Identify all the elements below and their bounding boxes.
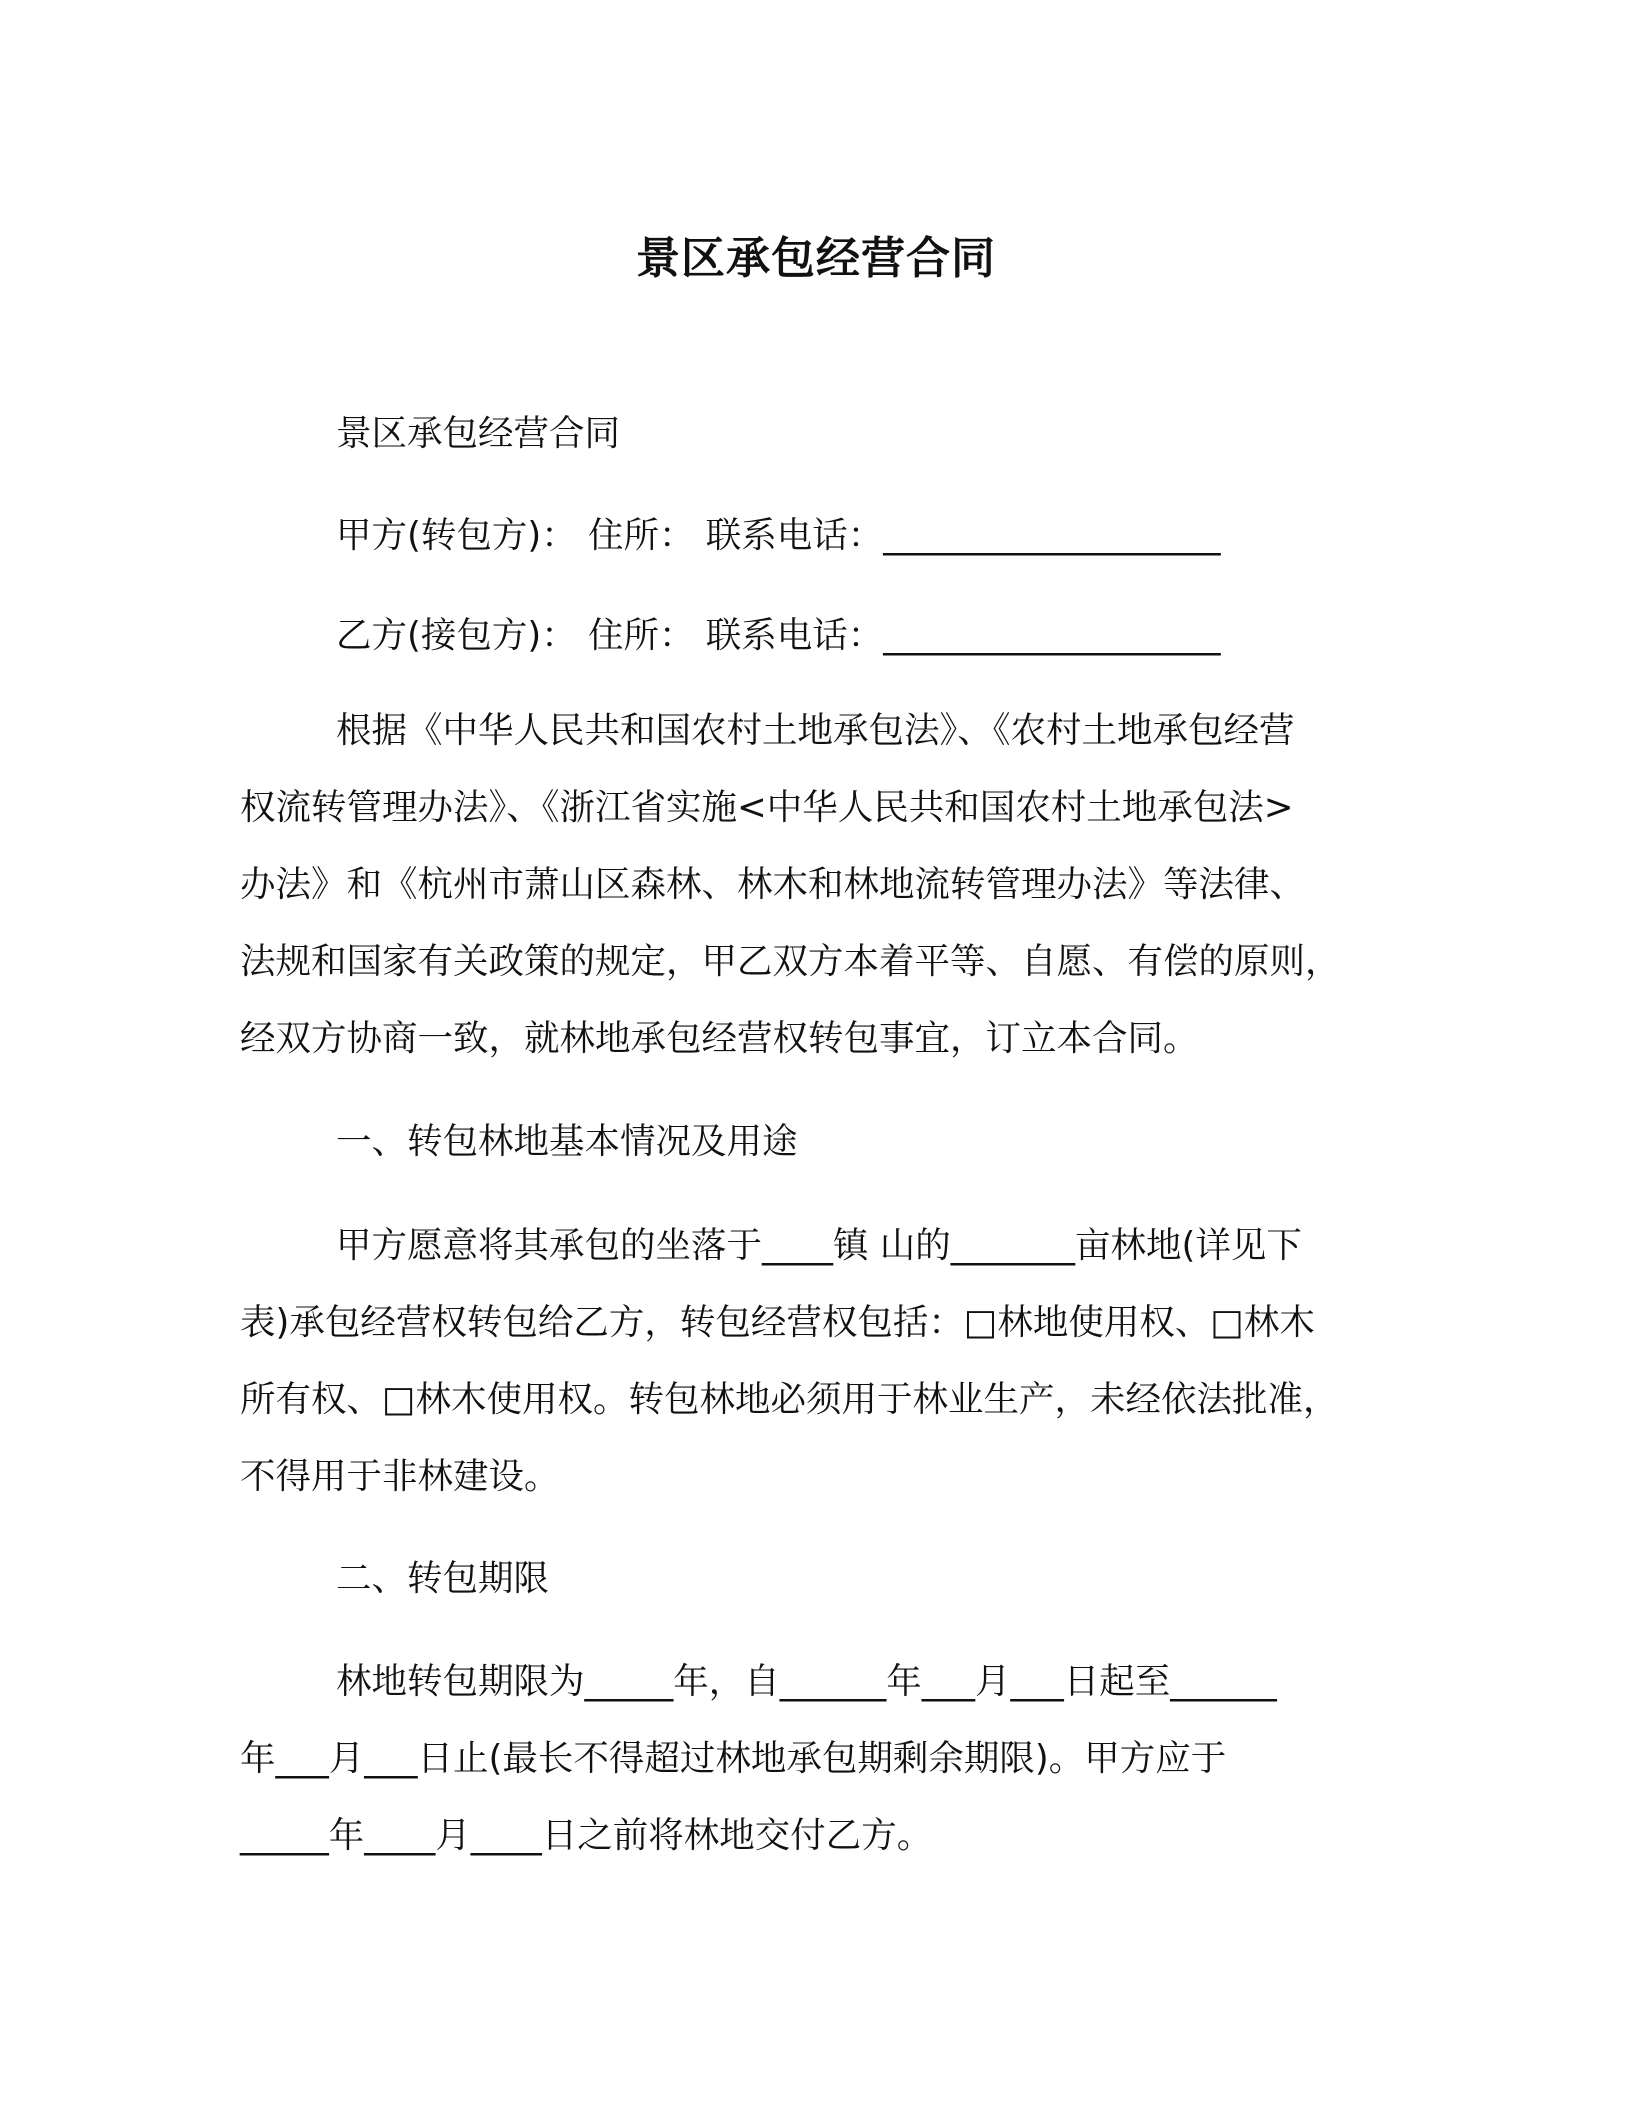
text-line: 二、转包期限 <box>336 1558 550 1599</box>
text-line: _____年____月____日之前将林地交付乙方。 <box>240 1815 933 1856</box>
section-heading-2 <box>240 1540 1388 1617</box>
text-line: 甲方愿意将其承包的坐落于____镇 山的_______亩林地(详见下 <box>336 1225 1302 1266</box>
paragraph-section-2 <box>240 1643 1388 1874</box>
text-line: 办法》和《杭州市萧山区森林、林木和林地流转管理办法》等法律、 <box>240 864 1306 905</box>
text-line: 甲方(转包方)： 住所： 联系电话：___________________ <box>336 515 1221 556</box>
text-line: 根据《中华人民共和国农村土地承包法》、《农村土地承包经营 <box>336 710 1295 751</box>
text-line: 所有权、□林木使用权。转包林地必须用于林业生产，未经依法批准， <box>240 1379 1339 1420</box>
text-line: 景区承包经营合同 <box>336 413 621 454</box>
section-heading-1 <box>240 1103 1388 1180</box>
text-line: 林地转包期限为_____年，自______年___月___日起至______ <box>336 1661 1277 1702</box>
text-line: 法规和国家有关政策的规定，甲乙双方本着平等、自愿、有偿的原则， <box>240 941 1341 982</box>
paragraph-party-b <box>240 597 1388 674</box>
text-line: 不得用于非林建设。 <box>240 1456 560 1497</box>
text-line: 表)承包经营权转包给乙方，转包经营权包括：□林地使用权、□林木 <box>240 1302 1315 1343</box>
text-line: 一、转包林地基本情况及用途 <box>336 1121 798 1162</box>
paragraph-section-1 <box>240 1207 1388 1515</box>
document-title: 景区承包经营合同 <box>636 233 996 284</box>
text-line: 经双方协商一致，就林地承包经营权转包事宜，订立本合同。 <box>240 1018 1199 1059</box>
paragraph-party-a <box>240 497 1388 574</box>
text-line: 年___月___日止(最长不得超过林地承包期剩余期限)。甲方应于 <box>240 1738 1227 1779</box>
paragraph-subtitle <box>240 395 1388 472</box>
text-line: 乙方(接包方)： 住所： 联系电话：___________________ <box>336 615 1221 656</box>
paragraph-basis <box>240 692 1388 1077</box>
text-line: 权流转管理办法》、《浙江省实施<中华人民共和国农村土地承包法> <box>240 787 1294 828</box>
